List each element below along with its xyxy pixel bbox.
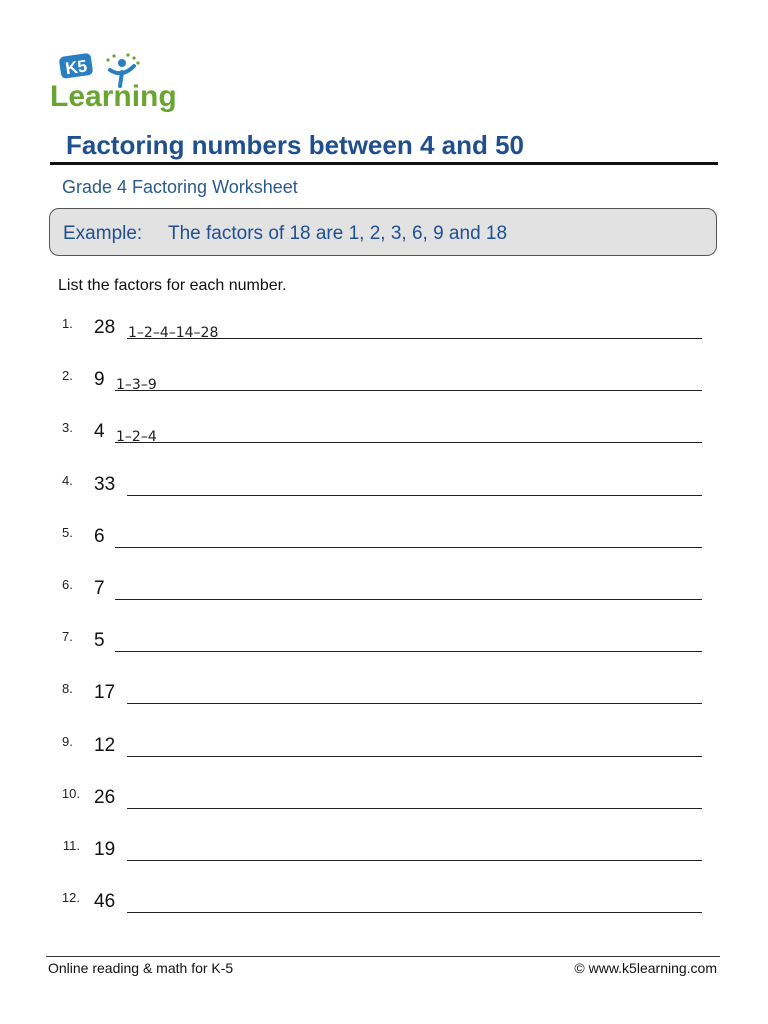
factor-row — [0, 575, 768, 627]
factor-row — [0, 784, 768, 836]
row-index: 4. — [62, 472, 73, 488]
row-number: 6 — [94, 525, 105, 547]
row-index: 11. — [62, 837, 80, 853]
answer-line[interactable] — [115, 390, 702, 391]
logo-graphic — [48, 50, 188, 112]
example-box — [49, 208, 717, 256]
row-number: 9 — [94, 369, 105, 391]
answer-text: 1–2–4–14–28 — [128, 325, 219, 341]
footer-divider — [46, 956, 720, 957]
factor-row — [0, 679, 768, 731]
answer-line[interactable] — [127, 756, 702, 757]
footer-website[interactable]: © www.k5learning.com — [574, 960, 717, 976]
answer-line[interactable] — [127, 860, 702, 861]
factor-row — [0, 471, 768, 523]
page-title: Factoring numbers between 4 and 50 — [66, 130, 524, 160]
row-index: 9. — [62, 733, 73, 749]
row-index: 8. — [62, 681, 73, 697]
row-index: 10. — [61, 785, 80, 801]
answer-line[interactable] — [115, 651, 702, 652]
answer-line[interactable] — [115, 547, 702, 548]
row-number: 5 — [94, 630, 105, 652]
factor-list — [0, 314, 768, 940]
factor-row — [0, 732, 768, 784]
logo-badge-text: K5 — [64, 56, 89, 79]
row-index: 5. — [62, 524, 73, 540]
row-index: 2. — [62, 368, 73, 384]
answer-text: 1–2–4 — [116, 429, 157, 446]
instructions: List the factors for each number. — [58, 277, 287, 294]
row-index: 7. — [62, 629, 73, 645]
answer-line[interactable] — [127, 495, 702, 496]
factor-row — [0, 836, 768, 888]
factor-row — [0, 627, 768, 679]
example-text: The factors of 18 are 1, 2, 3, 6, 9 and 18 — [168, 223, 508, 244]
row-index: 6. — [62, 576, 73, 592]
answer-line[interactable] — [127, 912, 702, 913]
answer-line[interactable] — [115, 442, 702, 443]
factor-row — [0, 418, 768, 470]
row-number: 4 — [94, 421, 105, 443]
row-number: 17 — [94, 682, 116, 704]
factor-row — [0, 523, 768, 575]
factor-row — [0, 366, 768, 418]
answer-line[interactable] — [115, 599, 702, 600]
row-number: 33 — [94, 473, 116, 495]
factor-row — [0, 314, 768, 366]
answer-text: 1–3–9 — [116, 377, 157, 394]
answer-line[interactable] — [127, 808, 702, 809]
footer-tagline: Online reading & math for K-5 — [48, 960, 234, 976]
row-number: 28 — [94, 317, 116, 338]
row-number: 26 — [94, 786, 116, 808]
row-index: 3. — [62, 420, 73, 436]
row-number: 12 — [94, 734, 116, 756]
row-number: 46 — [94, 891, 116, 913]
k5-learning-logo — [48, 50, 188, 112]
answer-line[interactable] — [127, 703, 702, 704]
example-label: Example: — [63, 223, 143, 244]
row-number: 19 — [94, 838, 116, 860]
worksheet-subtitle: Grade 4 Factoring Worksheet — [62, 177, 298, 197]
row-index: 1. — [62, 316, 73, 331]
factor-row — [0, 888, 768, 940]
row-number: 7 — [94, 577, 105, 599]
title-underline — [50, 162, 718, 165]
row-index: 12. — [61, 890, 80, 906]
logo-wordmark: Learning — [50, 80, 177, 112]
